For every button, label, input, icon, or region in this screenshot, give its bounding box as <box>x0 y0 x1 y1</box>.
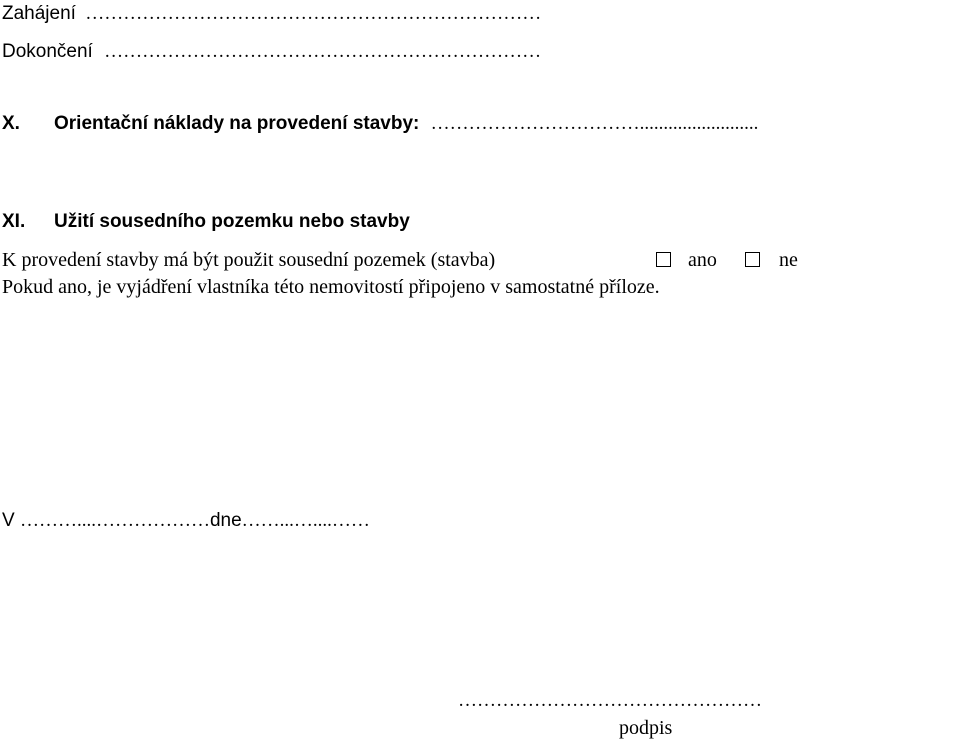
section-x-heading <box>2 113 758 135</box>
neighbor-note: Pokud ano, je vyjádření vlastníka této nemovitostí připojeno v samostatné příloze. <box>2 276 660 298</box>
neighbor-note-row <box>2 276 660 299</box>
place-prefix: V <box>2 510 15 531</box>
place-field[interactable]: ………....……………… <box>19 510 210 531</box>
yes-checkbox[interactable] <box>656 252 671 267</box>
place-date-row <box>2 510 370 532</box>
signature-line[interactable]: ………………………………………… <box>458 690 762 711</box>
date-field[interactable]: ……...…....…… <box>241 510 370 531</box>
no-checkbox[interactable] <box>745 252 760 267</box>
section-x-title: Orientační náklady na provedení stavby: <box>54 113 420 134</box>
signature-label: podpis <box>619 717 673 739</box>
date-label: dne <box>209 510 242 531</box>
no-option[interactable] <box>745 249 798 272</box>
section-xi-heading <box>2 211 410 233</box>
neighbor-question: K provedení stavby má být použit sousední pozemek (stavba) <box>2 249 496 271</box>
start-row <box>2 3 541 25</box>
start-label: Zahájení <box>2 3 76 24</box>
end-label: Dokončení <box>2 41 93 62</box>
end-row <box>2 41 541 63</box>
cost-field[interactable]: ……………………………......................... <box>430 113 759 134</box>
neighbor-question-row <box>2 249 495 272</box>
yes-option[interactable] <box>656 249 717 272</box>
no-label: ne <box>779 249 798 271</box>
end-date-field[interactable]: …………………………………………………………… <box>104 41 542 62</box>
section-x-number: X. <box>2 113 20 134</box>
yes-label: ano <box>688 249 717 271</box>
section-xi-title: Užití sousedního pozemku nebo stavby <box>54 211 410 232</box>
start-date-field[interactable]: ……………………………………………………………… <box>85 3 542 24</box>
section-xi-number: XI. <box>2 211 26 232</box>
